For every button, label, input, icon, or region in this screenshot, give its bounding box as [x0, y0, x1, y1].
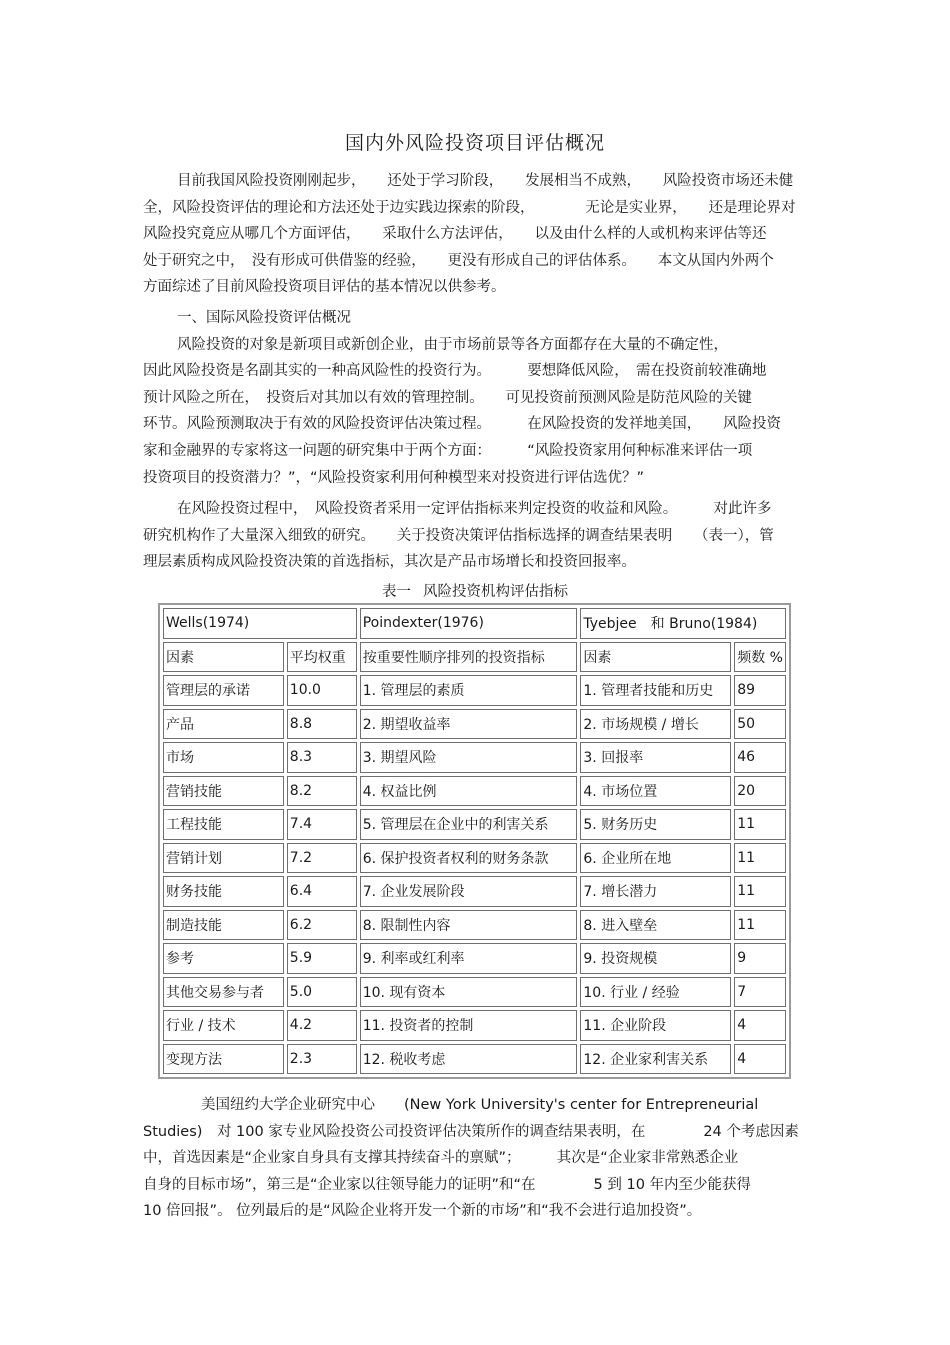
- text-line: 处于研究之中， 没有形成可供借鉴的经验， 更没有形成自己的评估体系。 本文从国内外两个: [143, 252, 774, 269]
- cell-weight: 5.0: [287, 977, 357, 1008]
- intro-paragraph: [143, 168, 811, 301]
- cell-factor: 市场: [163, 742, 284, 773]
- group-header-wells: Wells(1974): [163, 608, 357, 639]
- text-line: 10 倍回报”。 位列最后的是“风险企业将开发一个新的市场”和“我不会进行追加投资”。: [143, 1203, 702, 1220]
- header-average-weight: 平均权重: [287, 642, 357, 673]
- cell-frequency: 11: [734, 843, 786, 874]
- table-sub-header-row: [163, 642, 786, 673]
- cell-indicator: 10. 现有资本: [360, 977, 578, 1008]
- cell-factor: 行业 / 技术: [163, 1010, 284, 1041]
- section-heading: 一、国际风险投资评估概况: [177, 310, 351, 326]
- cell-indicator: 6. 保护投资者权利的财务条款: [360, 843, 578, 874]
- cell-factor: 营销技能: [163, 776, 284, 807]
- cell-weight: 8.2: [287, 776, 357, 807]
- cell-frequency: 9: [734, 943, 786, 974]
- cell-indicator: 12. 税收考虑: [360, 1044, 578, 1075]
- text-line: 美国纽约大学企业研究中心 (New York University's center for Entrepreneurial: [201, 1097, 759, 1113]
- cell-weight: 10.0: [287, 675, 357, 706]
- cell-factor-2: 1. 管理者技能和历史: [580, 675, 731, 706]
- text-line: 在风险投资过程中， 风险投资者采用一定评估指标来判定投资的收益和风险。 对此许多: [177, 501, 772, 517]
- cell-frequency: 4: [734, 1010, 786, 1041]
- cell-factor: 参考: [163, 943, 284, 974]
- text-line: 因此风险投资是名副其实的一种高风险性的投资行为。 要想降低风险， 需在投资前较准确地: [143, 363, 767, 380]
- cell-frequency: 11: [734, 910, 786, 941]
- text-line: 方面综述了目前风险投资项目评估的基本情况以供参考。: [143, 279, 506, 296]
- cell-factor: 变现方法: [163, 1044, 284, 1075]
- cell-weight: 6.2: [287, 910, 357, 941]
- text-line: 自身的目标市场”，第三是“企业家以往领导能力的证明”和“在 5 到 10 年内至少能获得: [143, 1176, 752, 1193]
- group-header-tyebjee-bruno: Tyebjee 和 Bruno(1984): [580, 608, 786, 639]
- cell-factor-2: 5. 财务历史: [580, 809, 731, 840]
- table-row: [163, 943, 786, 974]
- table-row: [163, 675, 786, 706]
- text-line: 理层素质构成风险投资决策的首选指标，其次是产品市场增长和投资回报率。: [143, 554, 636, 571]
- text-line: 投资项目的投资潜力？”，“风险投资家利用何种模型来对投资进行评估选优？”: [143, 469, 645, 486]
- table-row: [163, 977, 786, 1008]
- text-line: 全，风险投资评估的理论和方法还处于边实践边探索的阶段， 无论是实业界， 还是理论界对: [143, 199, 796, 216]
- table-row: [163, 742, 786, 773]
- header-factor-2: 因素: [580, 642, 731, 673]
- cell-factor-2: 2. 市场规模 / 增长: [580, 709, 731, 740]
- table-row: [163, 876, 786, 907]
- header-frequency: 频数 %: [734, 642, 786, 673]
- text-line: 目前我国风险投资刚刚起步， 还处于学习阶段， 发展相当不成熟， 风险投资市场还未健: [177, 173, 794, 189]
- table-row: [163, 809, 786, 840]
- closing-paragraph: [143, 1092, 811, 1225]
- cell-indicator: 5. 管理层在企业中的利害关系: [360, 809, 578, 840]
- cell-indicator: 9. 利率或红利率: [360, 943, 578, 974]
- cell-factor-2: 4. 市场位置: [580, 776, 731, 807]
- text-line: 预计风险之所在， 投资后对其加以有效的管理控制。 可见投资前预测风险是防范风险的关键: [143, 389, 752, 406]
- cell-factor: 产品: [163, 709, 284, 740]
- table-caption-label: 表一: [382, 584, 411, 600]
- cell-factor-2: 7. 增长潜力: [580, 876, 731, 907]
- cell-frequency: 46: [734, 742, 786, 773]
- paragraph-3: [143, 496, 811, 576]
- evaluation-criteria-table: [158, 603, 791, 1079]
- text-line: 家和金融界的专家将这一问题的研究集中于两个方面： “风险投资家用何种标准来评估一项: [143, 442, 753, 459]
- cell-factor-2: 10. 行业 / 经验: [580, 977, 731, 1008]
- cell-weight: 8.8: [287, 709, 357, 740]
- cell-factor: 财务技能: [163, 876, 284, 907]
- text-line: Studies) 对 100 家专业风险投资公司投资评估决策所作的调查结果表明，在 24 个考虑因素: [143, 1123, 799, 1140]
- cell-indicator: 7. 企业发展阶段: [360, 876, 578, 907]
- cell-weight: 2.3: [287, 1044, 357, 1075]
- cell-factor-2: 8. 进入壁垒: [580, 910, 731, 941]
- cell-factor: 制造技能: [163, 910, 284, 941]
- table-row: [163, 843, 786, 874]
- cell-weight: 5.9: [287, 943, 357, 974]
- cell-weight: 8.3: [287, 742, 357, 773]
- cell-indicator: 8. 限制性内容: [360, 910, 578, 941]
- cell-indicator: 2. 期望收益率: [360, 709, 578, 740]
- table-row: [163, 910, 786, 941]
- cell-frequency: 4: [734, 1044, 786, 1075]
- cell-frequency: 11: [734, 876, 786, 907]
- table-row: [163, 1010, 786, 1041]
- cell-factor: 管理层的承诺: [163, 675, 284, 706]
- cell-frequency: 89: [734, 675, 786, 706]
- cell-indicator: 4. 权益比例: [360, 776, 578, 807]
- cell-weight: 7.2: [287, 843, 357, 874]
- table-caption: [0, 580, 950, 601]
- cell-weight: 7.4: [287, 809, 357, 840]
- cell-indicator: 3. 期望风险: [360, 742, 578, 773]
- cell-factor-2: 11. 企业阶段: [580, 1010, 731, 1041]
- text-line: 环节。风险预测取决于有效的风险投资评估决策过程。 在风险投资的发祥地美国， 风险投资: [143, 416, 781, 433]
- table-row: [163, 1044, 786, 1075]
- group-header-poindexter: Poindexter(1976): [360, 608, 578, 639]
- text-line: 研究机构作了大量深入细致的研究。 关于投资决策评估指标选择的调查结果表明 （表一），管: [143, 527, 774, 544]
- header-factor: 因素: [163, 642, 284, 673]
- table-row: [163, 709, 786, 740]
- cell-indicator: 1. 管理层的素质: [360, 675, 578, 706]
- table-group-header-row: [163, 608, 786, 639]
- cell-factor-2: 3. 回报率: [580, 742, 731, 773]
- cell-frequency: 7: [734, 977, 786, 1008]
- text-line: 风险投究竟应从哪几个方面评估， 采取什么方法评估， 以及由什么样的人或机构来评估等还: [143, 226, 767, 243]
- cell-indicator: 11. 投资者的控制: [360, 1010, 578, 1041]
- page-title: 国内外风险投资项目评估概况: [344, 132, 605, 154]
- cell-weight: 4.2: [287, 1010, 357, 1041]
- table-body: [163, 675, 786, 1074]
- cell-factor-2: 12. 企业家利害关系: [580, 1044, 731, 1075]
- cell-factor-2: 6. 企业所在地: [580, 843, 731, 874]
- section-1: [143, 305, 811, 491]
- cell-factor: 其他交易参与者: [163, 977, 284, 1008]
- cell-factor: 营销计划: [163, 843, 284, 874]
- cell-factor-2: 9. 投资规模: [580, 943, 731, 974]
- cell-frequency: 20: [734, 776, 786, 807]
- cell-frequency: 50: [734, 709, 786, 740]
- table-row: [163, 776, 786, 807]
- cell-weight: 6.4: [287, 876, 357, 907]
- cell-frequency: 11: [734, 809, 786, 840]
- table-caption-title: 风险投资机构评估指标: [423, 584, 568, 600]
- header-ranked-indicators: 按重要性顺序排列的投资指标: [360, 642, 578, 673]
- cell-factor: 工程技能: [163, 809, 284, 840]
- text-line: 中，首选因素是“企业家自身具有支撑其持续奋斗的禀赋”； 其次是“企业家非常熟悉企业: [143, 1150, 739, 1167]
- text-line: 风险投资的对象是新项目或新创企业，由于市场前景等各方面都存在大量的不确定性，: [177, 336, 728, 353]
